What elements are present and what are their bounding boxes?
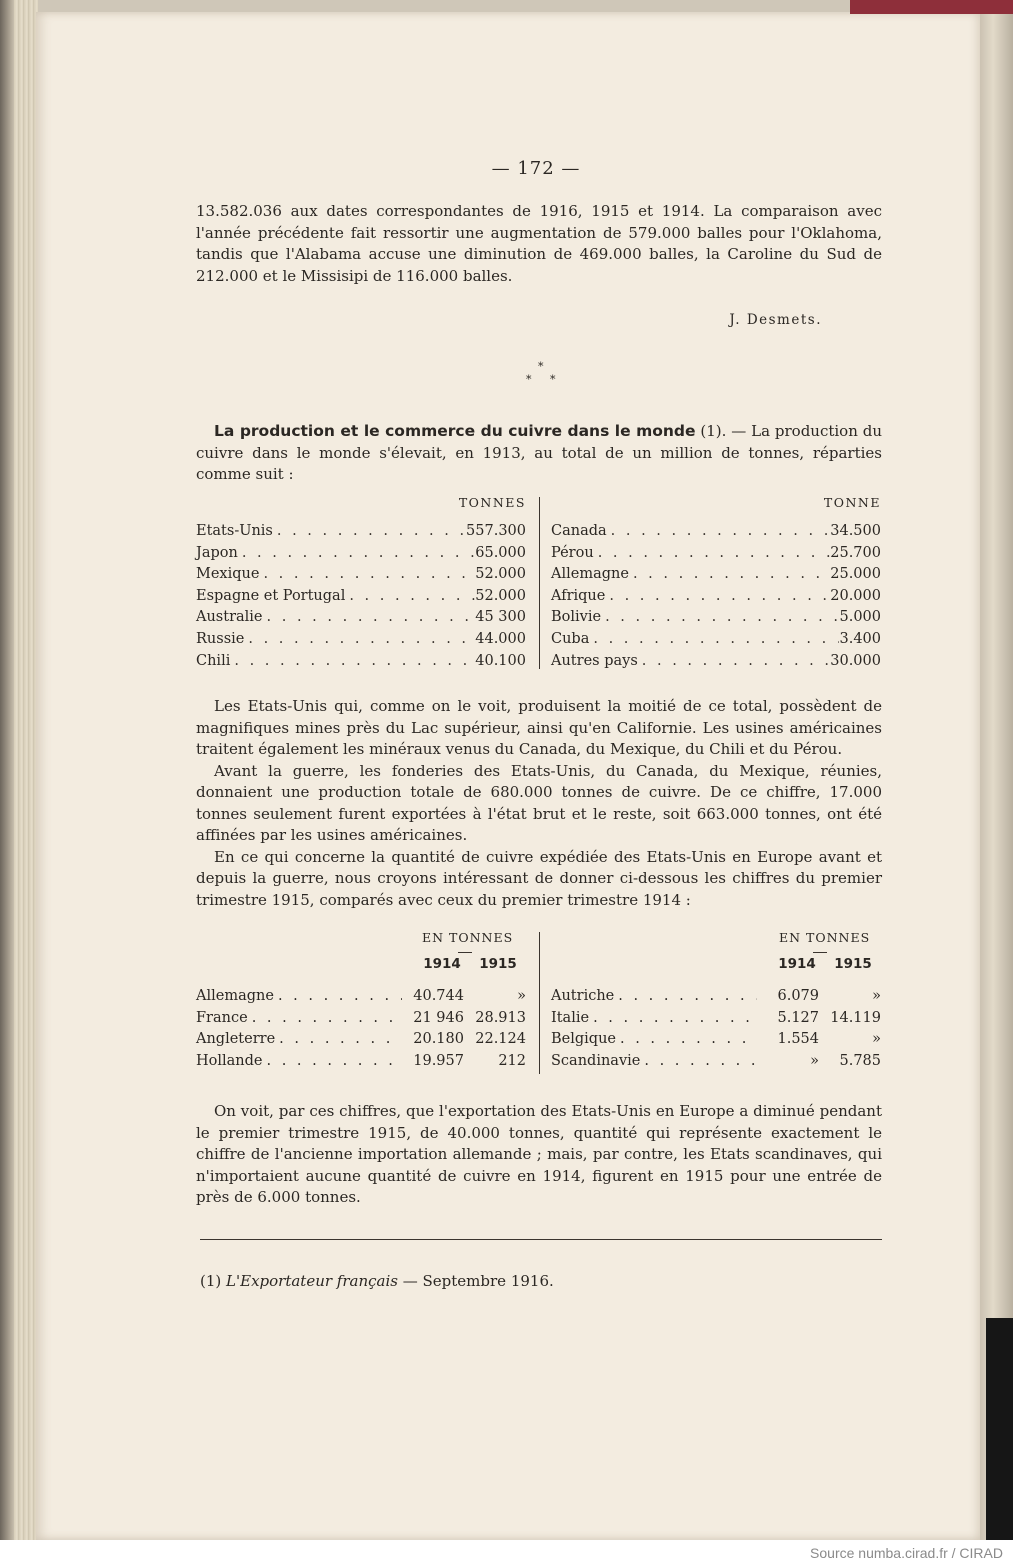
table2-right: [551, 930, 881, 1074]
book-cover-edge: [980, 0, 1013, 1540]
country-label: Chili: [196, 652, 231, 669]
country-label: Japon: [196, 544, 238, 561]
article-intro-body: — La production du cuivre dans le monde s'élevait, en 1913, au total de un million de tonnes, réparties comme suit :: [196, 422, 882, 483]
leader-dots: [230, 653, 475, 669]
country-label: Russie: [196, 630, 245, 647]
article-title: La production et le commerce du cuivre dans le monde: [214, 422, 696, 440]
page-number: — 172 —: [491, 158, 581, 179]
value-1914: 6.079: [777, 988, 819, 1004]
country-label: Canada: [551, 523, 607, 539]
country-label: Italie: [551, 1009, 590, 1026]
tonnes-value: 5.000: [839, 609, 881, 626]
leader-dots: [605, 588, 830, 604]
table-row: [196, 988, 526, 1010]
conclusion-text: On voit, par ces chiffres, que l'exportation des Etats-Unis en Europe a diminué pendant le premier trimestre 1915, de 40.000 tonnes, quantité qui représente exactement le chiffre de l'ancienne importation allemande ; mais, par contre, les Etats scandinaves, qui n'importaient aucune quantité de cuivre en 1914, figurent en 1915 pour une entrée de près de 6.000 tonnes.: [196, 1102, 882, 1206]
country-label: Autres pays: [551, 652, 638, 669]
table-row: [196, 1031, 526, 1053]
article-intro-text: [196, 421, 882, 486]
leader-dots: [594, 545, 831, 561]
tonnes-value: 52.000: [475, 587, 526, 604]
leader-dots: [238, 545, 475, 561]
country-label: Belgique: [551, 1031, 616, 1047]
header-dash: [458, 952, 472, 953]
year-label: 1915: [479, 956, 517, 972]
leader-dots: [629, 566, 830, 582]
country-label: Cuba: [551, 630, 590, 647]
tonnes-value: 34.500: [830, 523, 881, 539]
author-signature: J. Desmets.: [729, 312, 822, 328]
table2-right-header: EN TONNES: [779, 930, 871, 945]
leader-dots: [244, 631, 475, 647]
body-paragraphs: [196, 696, 882, 911]
table-row: [551, 566, 881, 588]
year-label: 1915: [834, 956, 872, 972]
country-label: Australie: [196, 609, 263, 626]
cover-corner: [850, 0, 1013, 14]
paragraph: Avant la guerre, les fonderies des Etats-Unis, du Canada, du Mexique, réunies, donnaient une production totale de 680.000 tonnes de cuivre. De ce chiffre, 17.000 tonnes seulement furent exportées à l'état brut et le reste, soit 663.000 tonnes, ont été affinées par les usines américaines.: [196, 761, 882, 844]
leader-dots: [601, 609, 839, 625]
separator-star: *: [538, 360, 544, 373]
table2-divider: [539, 932, 540, 1074]
table1-left-header: TONNES: [458, 495, 526, 510]
leader-dots: [589, 1010, 757, 1026]
tonnes-value: 40.100: [475, 652, 526, 669]
leader-dots: [259, 566, 475, 582]
leader-dots: [345, 588, 475, 604]
year-label: 1914: [778, 956, 816, 972]
tonnes-value: 20.000: [830, 587, 881, 604]
value-1915: »: [872, 988, 881, 1004]
tonnes-value: 45 300: [475, 609, 526, 626]
table-row: [196, 588, 526, 610]
table-row: [196, 631, 526, 653]
table1-divider: [539, 497, 540, 669]
binding-tab: [986, 1318, 1013, 1540]
tonnes-value: 52.000: [475, 566, 526, 583]
table-row: [551, 1010, 881, 1032]
value-1914: 40.744: [413, 988, 464, 1004]
table2-left-header: EN TONNES: [422, 930, 514, 945]
footnote-source: L'Exportateur français: [226, 1272, 398, 1290]
table-row: [196, 566, 526, 588]
value-1915: 28.913: [475, 1009, 526, 1026]
value-1915: »: [872, 1031, 881, 1047]
section-separator: [520, 360, 560, 390]
footnote-date: — Septembre 1916.: [402, 1272, 554, 1290]
table-row: [551, 523, 881, 545]
tonnes-value: 30.000: [830, 652, 881, 669]
leader-dots: [607, 523, 831, 539]
table-row: [551, 1031, 881, 1053]
country-label: Espagne et Portugal: [196, 587, 346, 604]
table2-right-years: [551, 956, 881, 988]
country-label: Mexique: [196, 566, 260, 583]
tonnes-value: 65.000: [475, 544, 526, 561]
separator-star: *: [550, 373, 556, 386]
leader-dots: [248, 1010, 402, 1026]
table-row: [551, 1053, 881, 1075]
table-row: [551, 588, 881, 610]
value-1914: »: [810, 1052, 819, 1069]
footnote: [200, 1272, 554, 1290]
tonnes-value: 25.000: [830, 566, 881, 583]
intro-paragraph: [196, 201, 882, 287]
country-label: Allemagne: [196, 988, 274, 1004]
tonnes-value: 3.400: [839, 630, 881, 647]
table-row: [551, 653, 881, 675]
leader-dots: [616, 1031, 757, 1047]
country-label: Angleterre: [196, 1031, 276, 1047]
intro-text: 13.582.036 aux dates correspondantes de 1916, 1915 et 1914. La comparaison avec l'année précédente fait ressortir une augmentation de 579.000 balles pour l'Oklahoma, tandis que l'Alabama accuse une diminution de 469.000 balles, la Caroline du Sud de 212.000 et le Missisipi de 116.000 balles.: [196, 202, 882, 285]
footnote-marker: (1): [200, 1272, 222, 1290]
table2-left-years: [196, 956, 526, 988]
country-label: Bolivie: [551, 609, 602, 626]
value-1915: 22.124: [475, 1031, 526, 1047]
value-1914: 1.554: [777, 1031, 819, 1047]
separator-star: *: [526, 373, 532, 386]
leader-dots: [273, 523, 466, 539]
country-label: Pérou: [551, 544, 594, 561]
value-1914: 5.127: [777, 1009, 819, 1026]
table-row: [196, 523, 526, 545]
leader-dots: [640, 1053, 757, 1069]
table-row: [551, 631, 881, 653]
footnote-rule: [200, 1239, 882, 1240]
table1-right-header: TONNE: [823, 495, 881, 510]
tonnes-value: 557.300: [466, 523, 526, 539]
leader-dots: [263, 609, 476, 625]
table-row: [196, 653, 526, 675]
leader-dots: [275, 1031, 402, 1047]
value-1914: 21 946: [413, 1009, 464, 1026]
table-row: [551, 988, 881, 1010]
tonnes-value: 44.000: [475, 630, 526, 647]
table1-left: [196, 495, 526, 674]
table-row: [196, 1010, 526, 1032]
country-label: Autriche: [551, 988, 615, 1004]
country-label: Scandinavie: [551, 1052, 641, 1069]
country-label: Hollande: [196, 1052, 263, 1069]
table-row: [196, 609, 526, 631]
page-edges: [14, 0, 38, 1540]
year-label: 1914: [423, 956, 461, 972]
paragraph: En ce qui concerne la quantité de cuivre expédiée des Etats-Unis en Europe avant et depuis la guerre, nous croyons intéressant de donner ci-dessous les chiffres du premier trimestre 1915, comparés avec ceux du premier trimestre 1914 :: [196, 847, 882, 909]
value-1914: 20.180: [413, 1031, 464, 1047]
leader-dots: [614, 988, 757, 1004]
country-label: France: [196, 1009, 248, 1026]
table2-left: [196, 930, 526, 1074]
table1-right: [551, 495, 881, 674]
paragraph: Les Etats-Unis qui, comme on le voit, produisent la moitié de ce total, possèdent de magnifiques mines près du Lac supérieur, ainsi qu'en Californie. Les usines américaines traitent également les minéraux venus du Canada, du Mexique, du Chili et du Pérou.: [196, 697, 882, 758]
conclusion-paragraph: [196, 1101, 882, 1209]
header-dash: [813, 952, 827, 953]
table-row: [551, 545, 881, 567]
value-1915: »: [517, 988, 526, 1004]
leader-dots: [638, 653, 830, 669]
footnote-ref: (1).: [700, 422, 727, 440]
leader-dots: [263, 1053, 403, 1069]
table-row: [551, 609, 881, 631]
source-credit: Source numba.cirad.fr / CIRAD: [810, 1545, 1003, 1561]
country-label: Etats-Unis: [196, 523, 273, 539]
country-label: Allemagne: [551, 566, 629, 583]
leader-dots: [589, 631, 839, 647]
tonnes-value: 25.700: [830, 544, 881, 561]
table-row: [196, 1053, 526, 1075]
article-intro: [196, 421, 882, 486]
value-1915: 5.785: [839, 1052, 881, 1069]
table-row: [196, 545, 526, 567]
book-spine: [0, 0, 14, 1540]
value-1914: 19.957: [413, 1052, 464, 1069]
value-1915: 212: [498, 1052, 526, 1069]
country-label: Afrique: [551, 587, 606, 604]
leader-dots: [274, 988, 402, 1004]
value-1915: 14.119: [830, 1009, 881, 1026]
